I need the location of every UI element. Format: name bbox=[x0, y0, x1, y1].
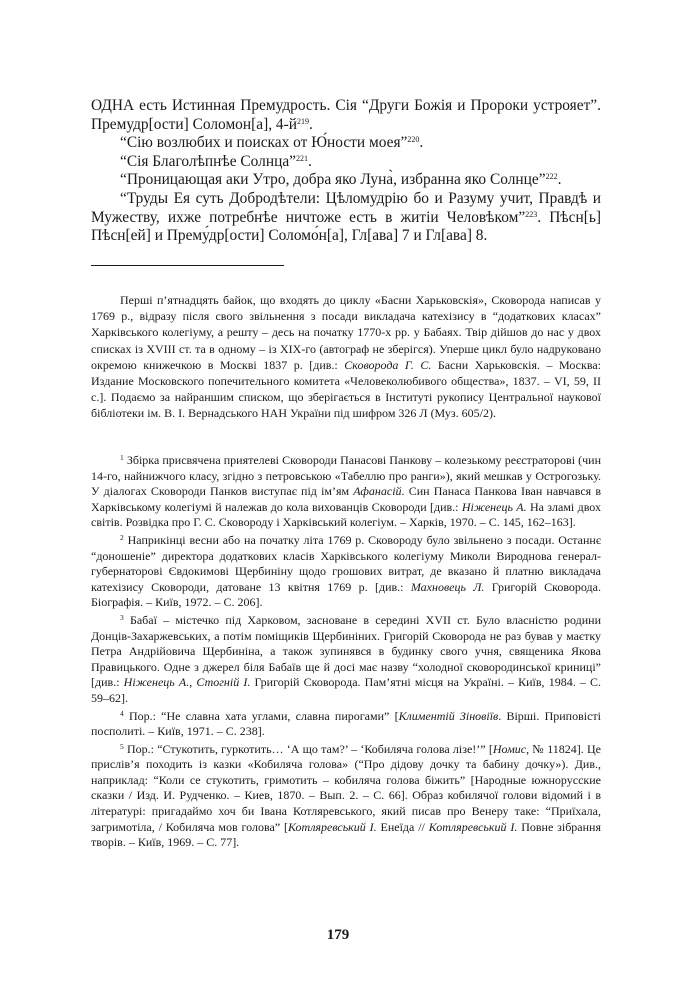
footnote: $^3$ Бабаї – містечко під Харковом, засноване в середині XVII ст. Було власністю родини Донців-Захаржевських, а потім поміщиків Щербиніних. Григорій Сковорода не раз бував у маєтку Петра Андрійовича Щербиніна, а також зупинявся в будинку свого учня, священика Якова Правицького. Одне з джерел біля Бабаїв ще й досі має назву “холодної сковородинської криниці” [див.: Ніженець А., Стогній І. Григорій Сковорода. Пам’ятні місця на Україні. – Київ, 1984. – С. 59–62]. bbox=[91, 612, 601, 705]
quote-line: “Сію возлюбих и поисках от Ю́ности моея”$^{220}$. bbox=[120, 134, 424, 152]
footnote-ref: 220 bbox=[407, 135, 420, 145]
quote-block bbox=[91, 97, 601, 246]
section-divider bbox=[91, 265, 284, 266]
footnote-number: 5 bbox=[120, 741, 124, 751]
quote-line: “Проницающая аки Утро, добра яко Луна̀, избранна яко Солнце”$^{222}$. bbox=[120, 171, 562, 189]
page-number: 179 bbox=[326, 927, 350, 943]
quote-line: ОДНА есть Истинная Премудрость. Сія “Други Божія и Пророки устрояет”. Премудр[ости] Соломон[а], $4-й^{219}$. bbox=[91, 97, 601, 133]
footnote: $^5$ Пор.: “Стукотить, гуркотить… ‘А що там?’ – ‘Кобиляча голова лізе!’” [Номис, № 11824]. Це прислів’я походить із казки «Кобиляча голова» (“Про дідову дочку та бабину дочку»). Див., наприклад: “Коли се стукотить, гримотить – кобиляча голова біжить” [Народные южнорусские сказки / Изд. И. Рудченко. – Киев, 1870. – Вып. 2. – С. 66]. Образ кобилячої голови відомий і в літературі: пригадаймо хоч би Івана Котляревського, який писав про Венеру таке: “Приїхала, загримотіла, / Кобиляча мов голова” [Котляревський І. Енеїда // Котляревський І. Повне зібрання творів. – Київ, 1969. – С. 77]. bbox=[91, 741, 602, 850]
footnote-ref: 222 bbox=[545, 172, 558, 182]
footnote-number: 2 bbox=[120, 532, 124, 542]
footnotes bbox=[91, 453, 601, 853]
footnote: $^1$ Збірка присвячена приятелеві Сковороди Панасові Панкову – колезькому реєстраторові (чин 14-го, найнижчого класу, згідно з петровською «Табеллю про ранги»), який мешкав у Острогозьку. У діалогах Сковороди Панков виступає під ім’ям Афанасій. Син Панаса Панкова Іван навчався в Харківському колегіумі й належав до кола вихованців Сковороди [див.: Ніженець А. На зламі двох світів. Розвідка про Г. С. Сковороду і Харківський колегіум. – Харків, 1970. – С. 145, 162–163]. bbox=[91, 453, 602, 530]
footnote-ref: 221 bbox=[296, 153, 308, 163]
footnote-ref: 219 bbox=[296, 116, 309, 126]
footnote-number: 3 bbox=[120, 612, 124, 622]
quote-line: “Сія Благолѣпнѣе Солнца”$^{221}$. bbox=[120, 152, 312, 170]
footnote: $^2$ Наприкінці весни або на початку літа 1769 р. Сковороду було звільнено з посади. Останнє “доношеніе” директора додаткових класів Харківського колегіуму Миколи Вироднова генерал-губернаторові Євдокимові Щербиніну щодо грошових витрат, де вказано й платню викладача катехізису Сковороди, датоване 13 квітня 1769 р. [див.: Махновець Л. Григорій Сковорода. Біографія. – Київ, 1972. – С. 206]. bbox=[91, 532, 602, 610]
quote-line: “Труды Ея суть Добродѣтели: Цѣломудрію бо и Разуму учит, Правдѣ и Мужеству, ихже потребнѣе ничтоже есть в житіи Человѣком”$^{223}$. Пѣсн[ь] Пѣсн[ей] и Прему́др[ости] Соломо́н[а], Гл[ава] 7 и Гл[ава] 8. bbox=[91, 189, 601, 245]
footnote-ref: 223 bbox=[525, 209, 538, 219]
footnote-number: 1 bbox=[120, 453, 124, 462]
footnote-number: 4 bbox=[120, 708, 124, 718]
footnote: $^4$ Пор.: “Не славна хата углами, славна пирогами” [Климентій Зіновіїв. Вірші. Приповісті посполиті. – Київ, 1971. – С. 238]. bbox=[91, 708, 602, 739]
intro-paragraph: Перші п’ятнадцять байок, що входять до циклу «Басни Харьковскія», Сковорода написав у 1769 р., відразу після свого звільнення з посади викладача катехізису в “додаткових класах” Харківського колегіуму, а решту – десь на початку 1770-х рр. у Бабаях. Твір дійшов до нас у двох списках із XVIII ст. та в одному – із ХІХ-го (автограф не зберігся). Уперше цикл було надруковано окремою книжечкою в Москві 1837 р. [див.: Сковорода Г. С. Басни Харьковскія. – Москва: Издание Московского попечительного комитета «Человеколюбивого общества», 1837. – VI, 59, ІІ с.]. Подаємо за найраншим списком, що зберігається в Інституті рукопису Центральної наукової бібліотеки ім. В. І. Вернадського НАН України під шифром 326 Л (Муз. 605/2). bbox=[91, 293, 601, 421]
